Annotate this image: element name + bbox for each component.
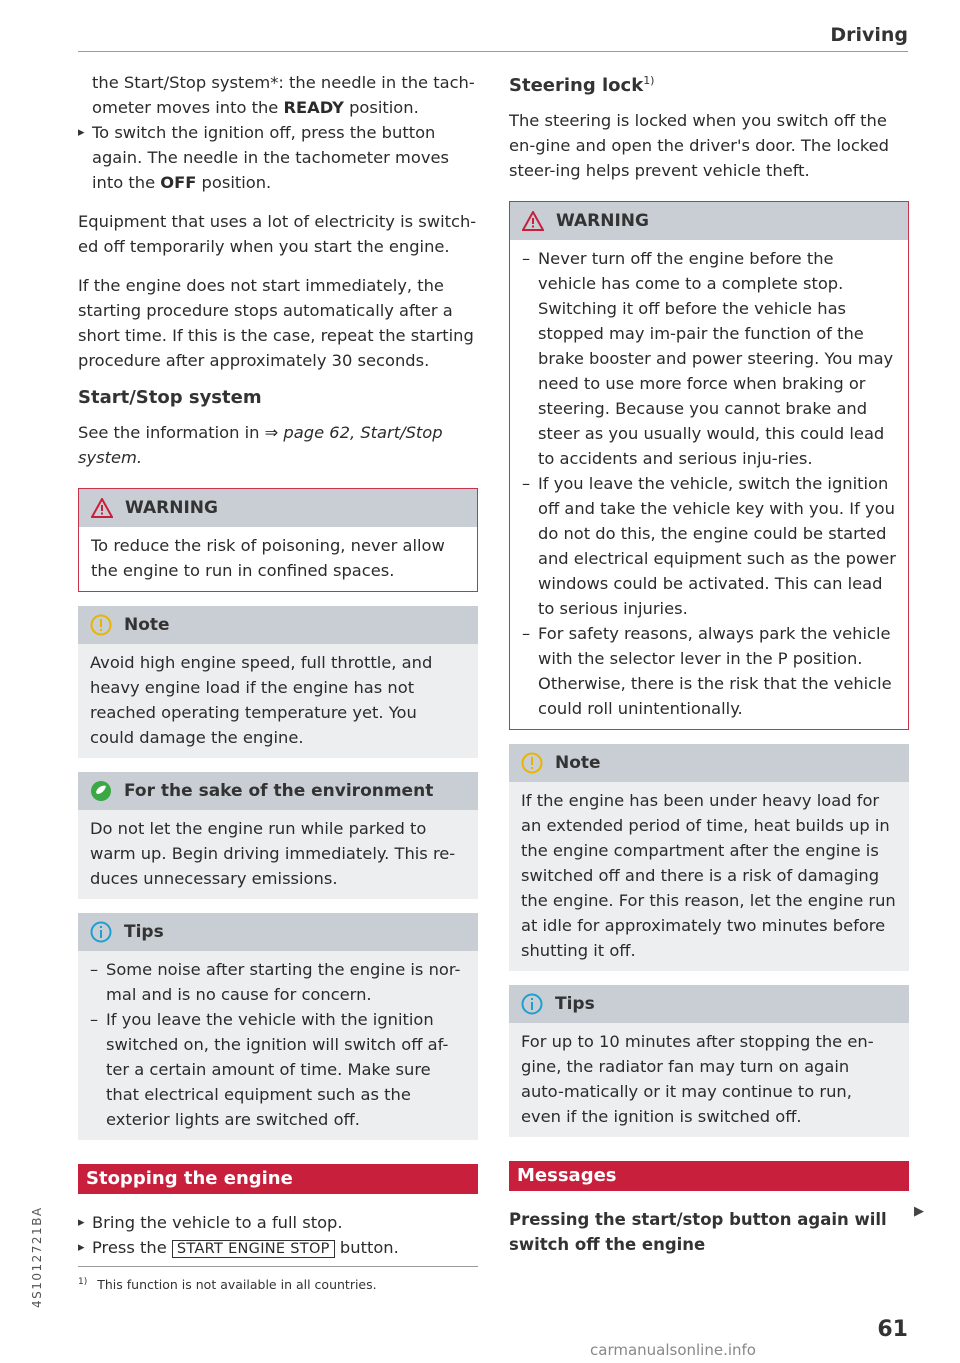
tips-box (78, 913, 478, 1140)
tips-title: Tips (555, 994, 595, 1014)
note-box (78, 606, 478, 758)
tips-header (78, 913, 478, 951)
tips-title: Tips (124, 922, 164, 942)
warning-title: WARNING (556, 211, 649, 231)
list-item (78, 1235, 478, 1262)
text: Press the (92, 1238, 172, 1257)
environment-box (78, 772, 478, 899)
exclamation-circle-icon (521, 752, 543, 774)
list-item: – Some noise after starting the engine is nor-mal and is no cause for concern. (90, 957, 466, 1007)
document-code: 4S1012721BA (30, 1206, 44, 1308)
watermark: carmanualsonline.info (590, 1341, 756, 1359)
leaf-icon (90, 780, 112, 802)
paragraph (78, 70, 478, 120)
info-circle-icon (521, 993, 543, 1015)
note-title: Note (555, 753, 601, 773)
right-column (509, 70, 909, 1257)
text: button. (334, 1238, 399, 1257)
instruction-list (78, 1210, 478, 1262)
bold-text: READY (283, 98, 344, 117)
paragraph: The steering is locked when you switch off the en-gine and open the driver's door. The locked steer-ing helps prevent vehicle theft. (509, 111, 890, 180)
text: To switch the ignition off, press the button again. The needle in the tachometer moves into the (92, 123, 449, 192)
info-circle-icon (90, 921, 112, 943)
note-box (509, 744, 909, 971)
text: Steering lock (509, 75, 644, 96)
text: the Start/Stop system*: the needle in the tachometer moves into the (92, 73, 475, 117)
warning-triangle-icon (522, 210, 544, 232)
list-item (78, 120, 478, 195)
paragraph: If the engine does not start immediately, the starting procedure stops automatically after a short time. If this is the case, repeat the starting procedure after approximately 30 seconds. (78, 276, 474, 370)
paragraph: Equipment that uses a lot of electricity is switch-ed off temporarily when you start the engine. (78, 212, 477, 256)
warning-title: WARNING (125, 498, 218, 518)
tips-box (509, 985, 909, 1137)
footnote-rule (78, 1266, 478, 1267)
warning-body (510, 240, 908, 729)
text: position. (196, 173, 272, 192)
subsection-heading: Pressing the start/stop button again will switch off the engine (509, 1210, 887, 1254)
left-column (78, 70, 478, 1276)
note-text: If the engine has been under heavy load for an extended period of time, heat builds up in the engine compartment after the engine is switched off and there is a risk of damaging the engine. For this reason, let the engine run at idle for approximately two minutes before shutting it off. (521, 791, 896, 960)
tips-text: For up to 10 minutes after stopping the en-gine, the radiator fan may turn on again auto-matically or it may continue to run, even if the ignition is switched off. (521, 1032, 874, 1126)
footnote-mark: 1) (643, 74, 655, 87)
paragraph (78, 420, 478, 470)
warning-box (78, 488, 478, 592)
tips-body (509, 1023, 909, 1137)
environment-body (78, 810, 478, 899)
list-item: – If you leave the vehicle, switch the ignition off and take the vehicle key with you. If you do not do this, the engine could be started and electrical equipment such as the power windows could be activated. This can lead to serious injuries. (522, 471, 896, 621)
warning-box (509, 201, 909, 730)
tips-list (90, 957, 466, 1132)
warning-body (79, 527, 477, 591)
note-text: Avoid high engine speed, full throttle, and heavy engine load if the engine has not reached operating temperature yet. You could damage the engine. (90, 653, 433, 747)
text: See the information in (78, 423, 265, 442)
instruction-list (78, 120, 478, 195)
list-item: – For safety reasons, always park the vehicle with the selector lever in the P position. Otherwise, there is the risk that the vehicle could roll unintentionally. (522, 621, 896, 721)
warning-triangle-icon (91, 497, 113, 519)
footnote-mark: 1) (78, 1277, 88, 1287)
list-item: – Never turn off the engine before the vehicle has come to a complete stop. Switching it off before the vehicle has stopped may im-pair the function of the brake booster and power steering. You may need to use more force when braking or steering. Because you cannot brake and steer as you usually would, this could lead to accidents and serious inju-ries. (522, 246, 896, 471)
section-banner: Messages (509, 1161, 909, 1191)
environment-title: For the sake of the environment (124, 781, 434, 801)
bold-text: OFF (160, 173, 197, 192)
footnote-text: This function is not available in all countries. (97, 1277, 377, 1293)
note-body (78, 644, 478, 758)
section-banner: Stopping the engine (78, 1164, 478, 1194)
text: position. (343, 98, 419, 117)
note-body (509, 782, 909, 971)
warning-text: To reduce the risk of poisoning, never allow the engine to run in confined spaces. (91, 536, 445, 580)
continue-arrow-icon: ▶ (914, 1204, 924, 1219)
footnote (78, 1277, 377, 1292)
page-number: 61 (877, 1317, 908, 1342)
header-rule (78, 51, 908, 52)
page-link[interactable]: ⇒ page 62, Start/Stop system. (78, 423, 443, 467)
warning-header (510, 202, 908, 240)
tips-body (78, 951, 478, 1140)
exclamation-circle-icon (90, 614, 112, 636)
warning-list (522, 246, 896, 721)
environment-header (78, 772, 478, 810)
warning-header (79, 489, 477, 527)
list-item: ▸ Bring the vehicle to a full stop. (78, 1210, 478, 1235)
note-header (509, 744, 909, 782)
start-stop-key-label: START ENGINE STOP (172, 1240, 335, 1258)
section-heading: Start/Stop system (78, 387, 262, 408)
page-header-title: Driving (830, 24, 908, 46)
section-heading (509, 74, 909, 96)
list-item: – If you leave the vehicle with the ignition switched on, the ignition will switch off af-ter a certain amount of time. Make sure that electrical equipment such as the exterior lights are switched off. (90, 1007, 466, 1132)
note-title: Note (124, 615, 170, 635)
tips-header (509, 985, 909, 1023)
note-header (78, 606, 478, 644)
environment-text: Do not let the engine run while parked to warm up. Begin driving immediately. This re-duces unnecessary emissions. (90, 819, 456, 888)
